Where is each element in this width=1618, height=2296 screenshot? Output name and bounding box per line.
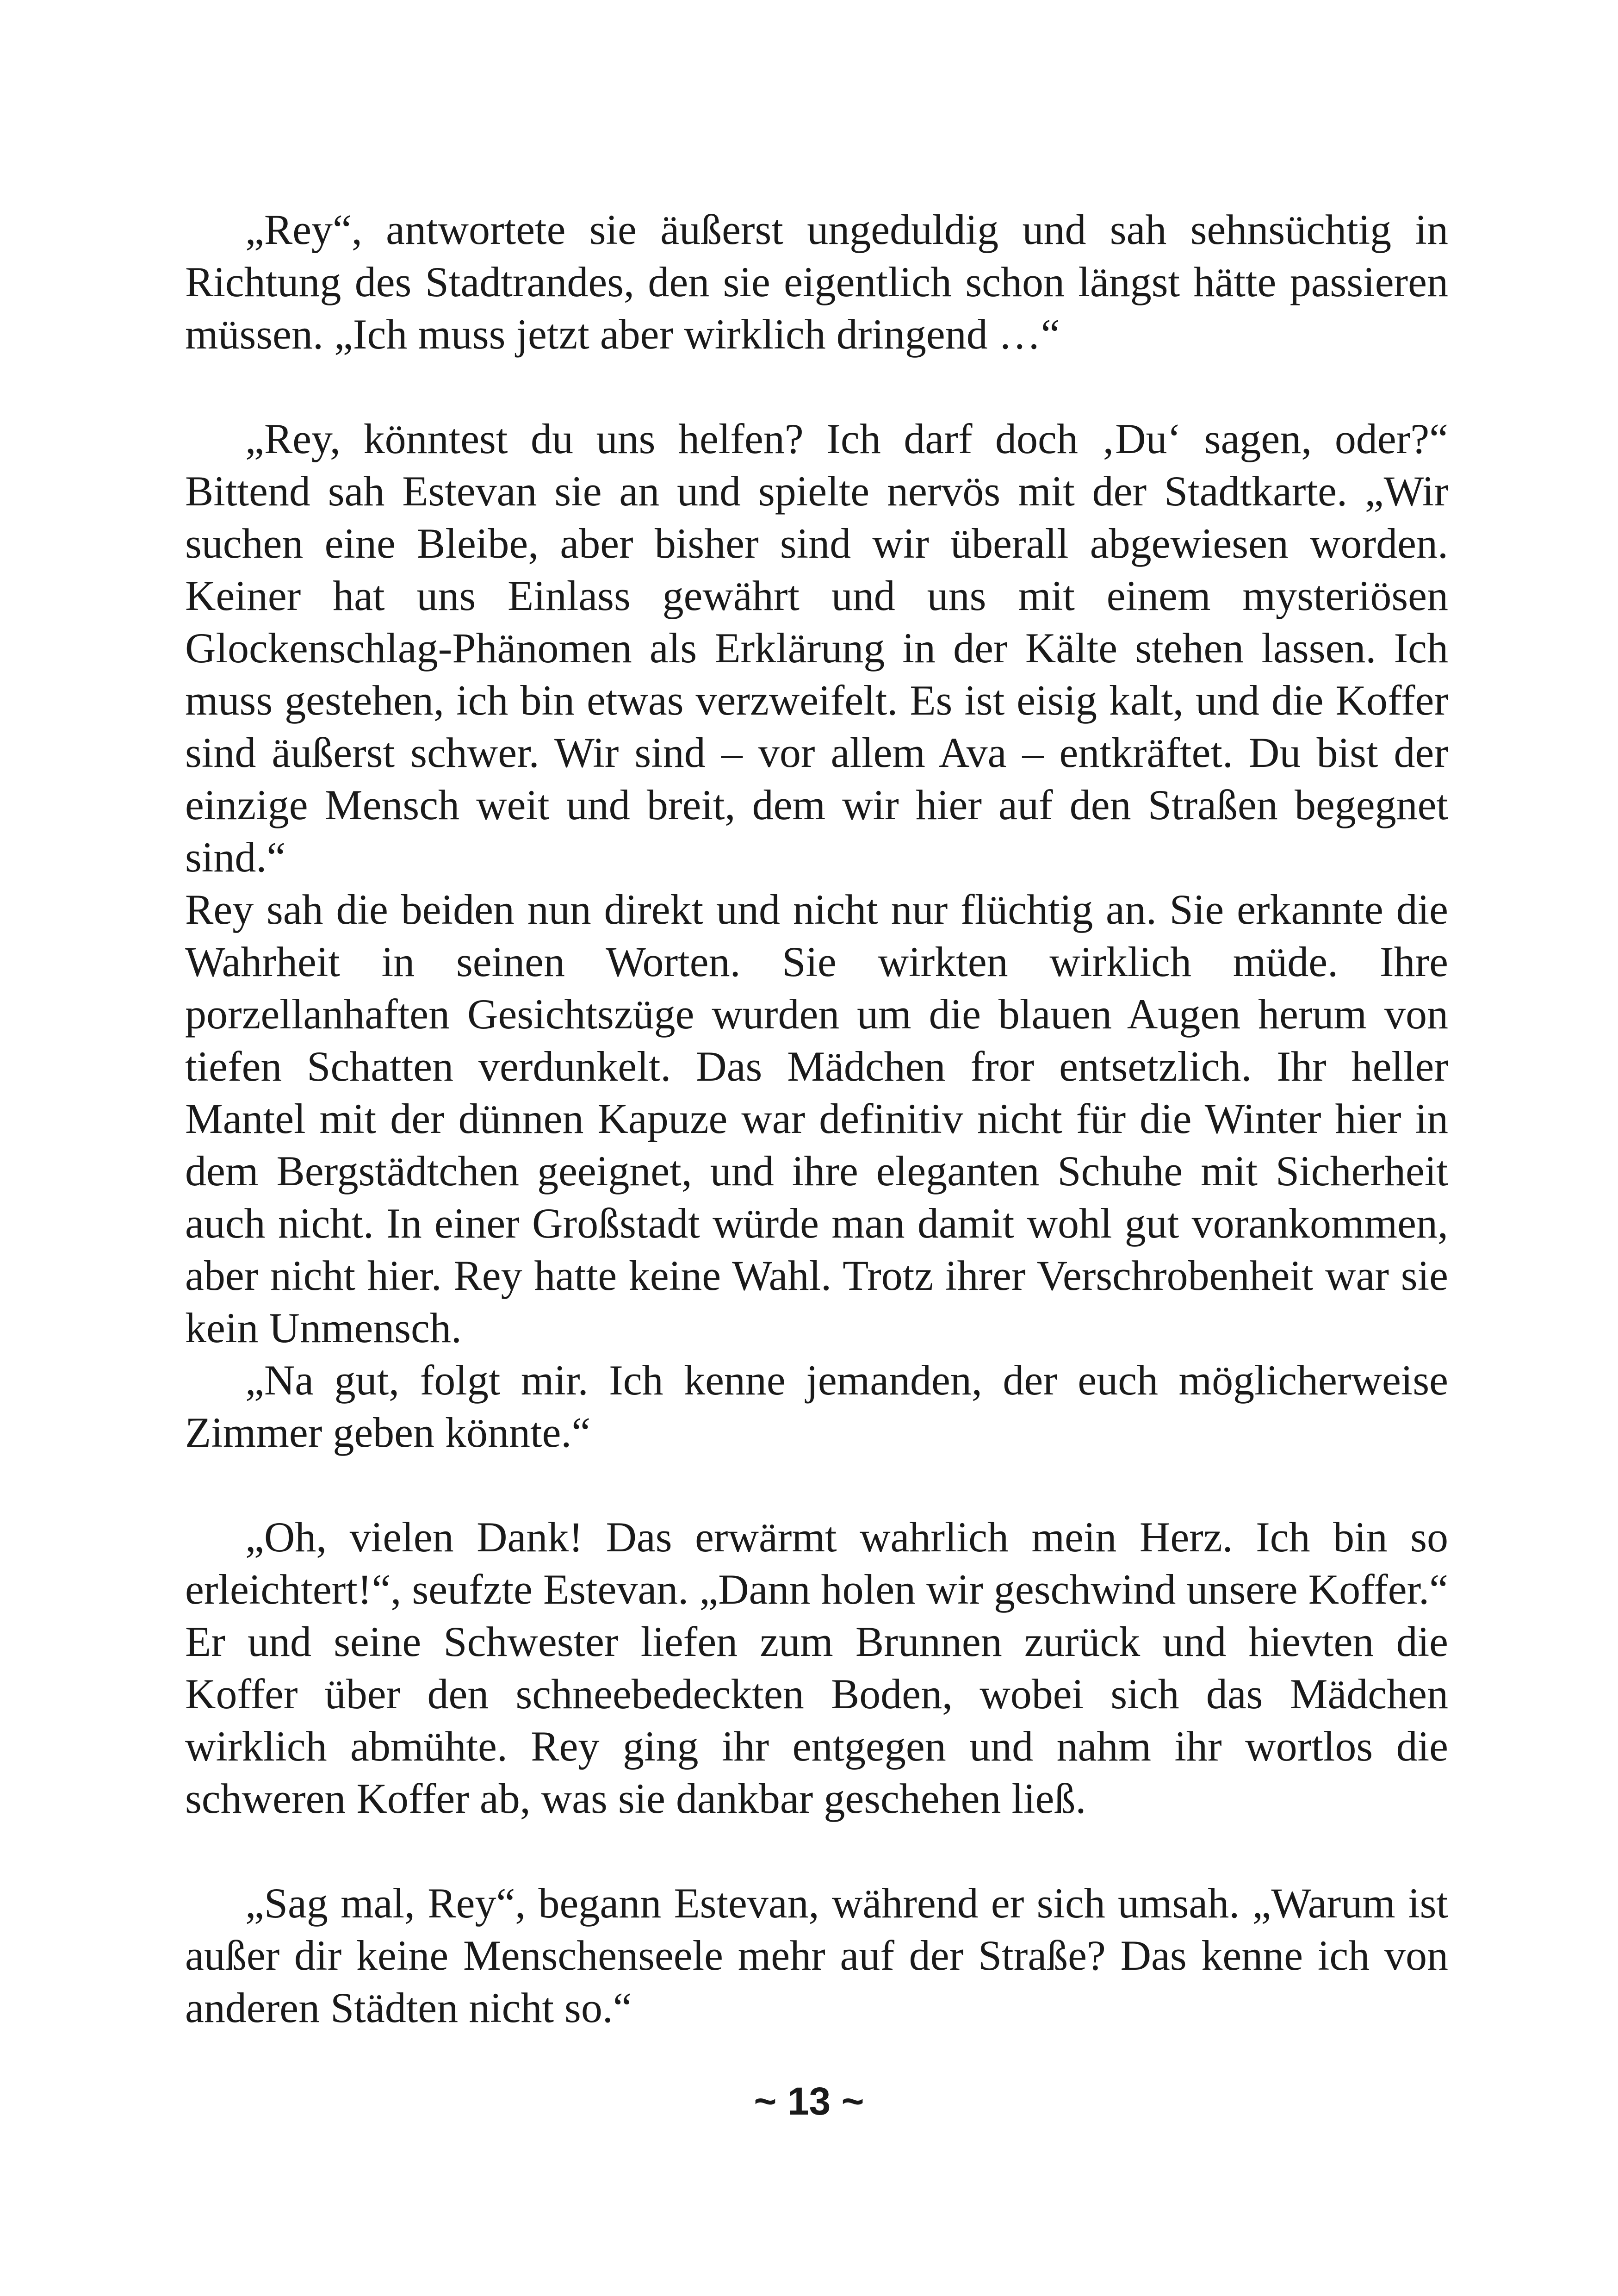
- paragraph-4: „Na gut, folgt mir. Ich kenne jemanden, der euch möglicherweise Zimmer geben könnte.“: [185, 1356, 1448, 1456]
- paragraph-5: „Oh, vielen Dank! Das erwärmt wahrlich mein Herz. Ich bin so erleichtert!“, seufzte Estevan. „Dann holen wir geschwind unsere Koffer.“ Er und seine Schwester liefen zum Brunnen zurück und hievten die Koffer über den schneebedeckten Boden, wobei sich das Mädchen wirklich abmühte. Rey ging ihr entgegen und nahm ihr wortlos die schweren Koffer ab, was sie dankbar geschehen ließ.: [185, 1513, 1448, 1822]
- paragraph-6: „Sag mal, Rey“, begann Estevan, während er sich umsah. „Warum ist außer dir keine Menschenseele mehr auf der Straße? Das kenne ich von anderen Städten nicht so.“: [185, 1879, 1448, 2031]
- page-number: ~ 13 ~: [754, 2079, 864, 2123]
- paragraph-3: Rey sah die beiden nun direkt und nicht nur flüchtig an. Sie erkannte die Wahrheit in seinen Worten. Sie wirkten wirklich müde. Ihre porzellanhaften Gesichtszüge wurden um die blauen Augen herum von tiefen Schatten verdunkelt. Das Mädchen fror entsetzlich. Ihr heller Mantel mit der dünnen Kapuze war definitiv nicht für die Winter hier in dem Bergstädtchen geeignet, und ihre eleganten Schuhe mit Sicherheit auch nicht. In einer Großstadt würde man damit wohl gut vorankommen, aber nicht hier. Rey hatte keine Wahl. Trotz ihrer Verschrobenheit war sie kein Unmensch.: [185, 886, 1448, 1351]
- paragraph-2: „Rey, könntest du uns helfen? Ich darf doch ‚Du‘ sagen, oder?“ Bittend sah Estevan sie an und spielte nervös mit der Stadtkarte. „Wir suchen eine Bleibe, aber bisher sind wir überall abgewiesen worden. Keiner hat uns Einlass gewährt und uns mit einem mysteriösen Glockenschlag-Phänomen als Erklärung in der Kälte stehen lassen. Ich muss gestehen, ich bin etwas verzweifelt. Es ist eisig kalt, und die Koffer sind äußerst schwer. Wir sind – vor allem Ava – entkräftet. Du bist der einzige Mensch weit und breit, dem wir hier auf den Straßen begegnet sind.“: [185, 415, 1448, 881]
- paragraph-1: „Rey“, antwortete sie äußerst ungeduldig und sah sehnsüchtig in Richtung des Stadtrandes, den sie eigentlich schon längst hätte passieren müssen. „Ich muss jetzt aber wirklich dringend …“: [185, 206, 1448, 358]
- body-text: [185, 204, 1448, 2034]
